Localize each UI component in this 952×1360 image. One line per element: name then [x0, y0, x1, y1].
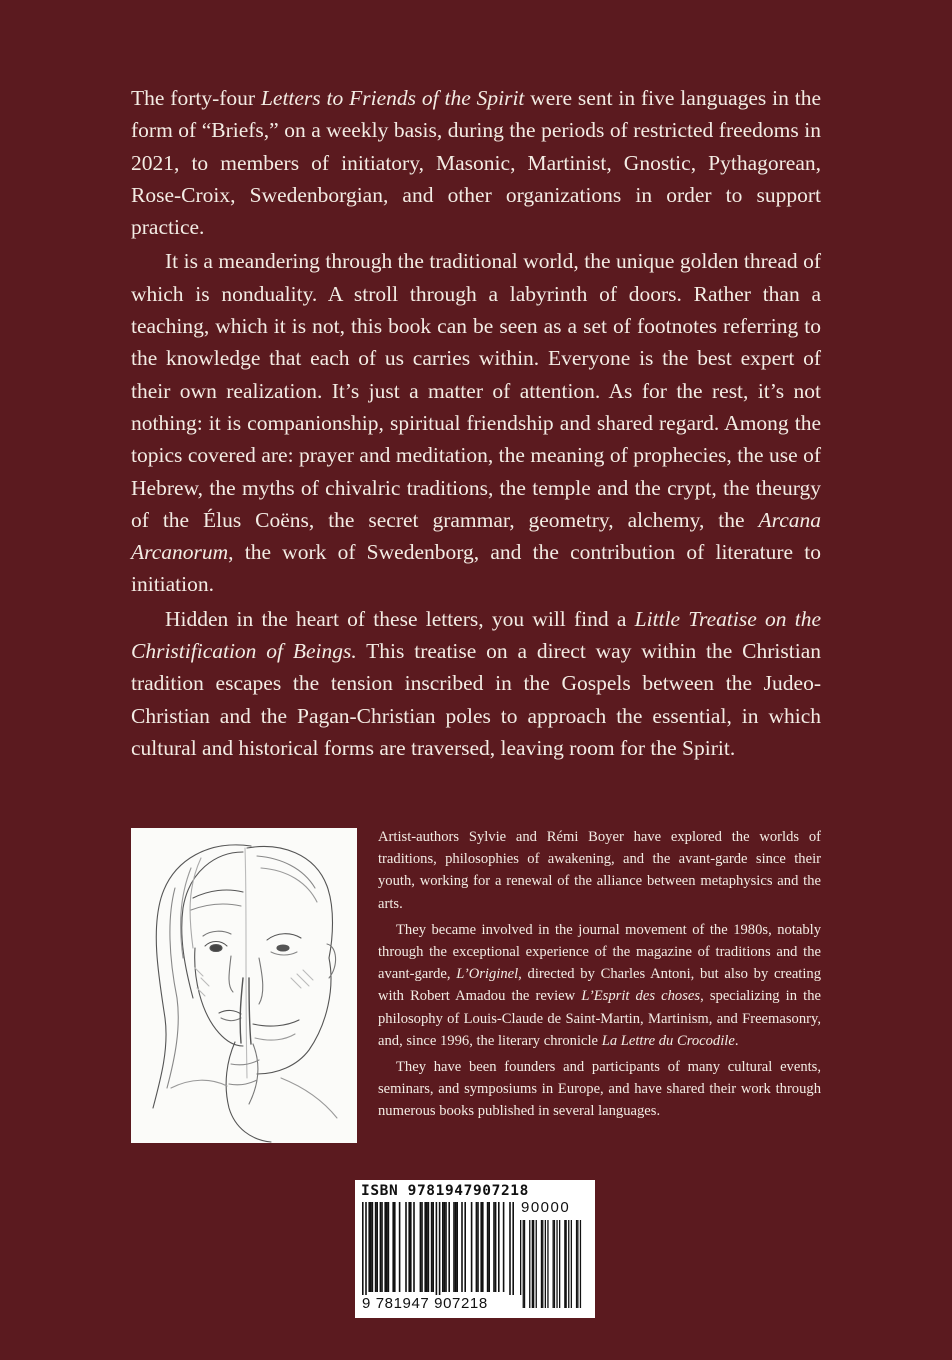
barcode-bar — [553, 1220, 554, 1308]
bio-paragraph-3: They have been founders and participants of many cultural events, seminars, and symposiums in Europe, and have shared their work through numerous books published in several languages. — [378, 1059, 821, 1120]
barcode-bar — [424, 1202, 426, 1292]
barcode-bar — [394, 1202, 396, 1292]
barcode-bar — [453, 1202, 455, 1292]
barcode-bar — [432, 1202, 434, 1292]
barcode-bar — [370, 1202, 372, 1292]
barcode-bar — [559, 1220, 560, 1308]
barcode-bar — [556, 1220, 557, 1308]
barcode-bar — [410, 1202, 412, 1292]
barcode-bar — [420, 1202, 422, 1292]
barcode-bar — [493, 1202, 495, 1292]
barcode-bar — [524, 1220, 525, 1308]
barcode-bar — [408, 1202, 410, 1292]
barcode-bar — [442, 1202, 444, 1292]
authors-bio — [378, 826, 821, 1123]
review-title: L’Esprit des choses — [581, 988, 701, 1005]
barcode-bar — [456, 1202, 458, 1292]
barcode-bar — [455, 1202, 457, 1292]
barcode-bar — [580, 1220, 581, 1308]
addon-barcode-bars — [520, 1220, 586, 1310]
blurb-paragraph-1: The forty-four Letters to Friends of the Spirit were sent in five languages in the form of “Briefs,” on a weekly basis, during the periods of restricted freedoms in 2021, to members of initiatory, Masonic, Martinist, Gnostic, Pythagorean, Rose-Croix, Swedenborgian, and other organizations in order to support practice. — [131, 86, 822, 240]
ean-barcode-bars — [362, 1202, 518, 1302]
barcode-bar — [380, 1202, 382, 1292]
barcode-bar — [576, 1220, 577, 1308]
barcode-bar — [439, 1202, 441, 1302]
barcode-bar — [512, 1202, 514, 1302]
treatise-title: Little Treatise on the Christification of Beings. — [131, 606, 821, 664]
barcode-bar — [428, 1202, 430, 1292]
barcode-bar — [445, 1202, 447, 1292]
barcode-bar — [529, 1220, 530, 1308]
barcode-bar — [545, 1220, 546, 1308]
barcode-bar — [386, 1202, 388, 1292]
barcode-bar — [476, 1202, 478, 1292]
barcode-bar — [554, 1220, 555, 1308]
barcode-bar — [375, 1202, 377, 1292]
barcode-bar — [399, 1202, 401, 1292]
barcode-bar — [564, 1220, 565, 1308]
barcode-bar — [532, 1220, 533, 1308]
barcode-bar — [482, 1202, 484, 1292]
barcode-bar — [547, 1220, 548, 1308]
barcode-bar — [542, 1220, 543, 1308]
isbn-barcode — [355, 1180, 595, 1318]
barcode-bar — [461, 1202, 463, 1292]
barcode-bar — [568, 1220, 569, 1308]
barcode-bar — [495, 1202, 497, 1292]
barcode-bar — [523, 1220, 524, 1308]
barcode-bar — [571, 1220, 572, 1308]
price-addon-digits: 90000 — [521, 1199, 571, 1216]
barcode-bar — [405, 1202, 407, 1292]
portrait-sketch — [131, 828, 357, 1143]
barcode-bar — [480, 1202, 482, 1292]
arcana-title: Arcana Arcanorum — [131, 507, 821, 565]
barcode-bar — [388, 1202, 390, 1292]
blurb-paragraph-3: Hidden in the heart of these letters, you will find a Little Treatise on the Christification of Beings. This treatise on a direct way within the Christian tradition escapes the tension inscribed in the Gospels between the Judeo-Christian and the Pagan-Christian poles to approach the essential, in which cultural and historical forms are traversed, leaving room for the Spirit. — [131, 606, 821, 760]
barcode-bar — [362, 1202, 364, 1302]
book-title: Letters to Friends of the Spirit — [260, 86, 525, 110]
barcode-bar — [541, 1220, 542, 1308]
barcode-bar — [503, 1202, 505, 1292]
barcode-bar — [421, 1202, 423, 1292]
authors-portrait — [131, 828, 357, 1143]
barcode-bar — [487, 1202, 489, 1292]
barcode-bar — [509, 1202, 511, 1302]
barcode-bar — [464, 1202, 466, 1292]
blurb-paragraph-2: It is a meandering through the traditional world, the unique golden thread of which is nonduality. A stroll through a labyrinth of doors. Rather than a teaching, which it is not, this book can be seen as a set of footnotes referring to the knowledge that each of us carries within. Everyone is the best expert of their own realization. It’s just a matter of attention. As for the rest, it’s not nothing: it is companionship, spiritual friendship and shared regard. Among the topics covered are: prayer and meditation, the meaning of prophecies, the use of Hebrew, the myths of chivalric traditions, the temple and the crypt, the theurgy of the Élus Coëns, the secret grammar, geometry, alchemy, the Arcana Arcanorum, the work of Swedenborg, and the contribution of literature to initiation. — [131, 249, 821, 597]
barcode-bar — [392, 1202, 394, 1292]
barcode-bar — [448, 1202, 450, 1292]
barcode-bar — [471, 1202, 473, 1292]
barcode-bar — [444, 1202, 446, 1292]
barcode-bar — [488, 1202, 490, 1292]
bio-paragraph-1: Artist-authors Sylvie and Rémi Boyer have explored the worlds of traditions, philosophies of awakening, and the avant-garde since their youth, working for a renewal of the alliance between metaphysics and the arts. — [378, 829, 821, 912]
barcode-bar — [426, 1202, 428, 1292]
barcode-bar — [384, 1202, 386, 1292]
barcode-bar — [566, 1220, 567, 1308]
barcode-bar — [376, 1202, 378, 1292]
ean-digits: 9 781947 907218 — [362, 1295, 522, 1312]
bio-paragraph-2: They became involved in the journal movement of the 1980s, notably through the exceptional experience of the magazine of traditions and the avant-garde, L’Originel, directed by Charles Antoni, but also by creating with Robert Amadou the review L’Esprit des choses, specializing in the philosophy of Louis-Claude de Saint-Martin, Martinism, and Freemasonry, and, since 1996, the literary chronicle La Lettre du Crocodile. — [378, 921, 821, 1049]
barcode-bar — [372, 1202, 374, 1292]
barcode-bar — [477, 1202, 479, 1292]
back-cover-blurb — [131, 82, 821, 764]
chronicle-title: La Lettre du Crocodile — [601, 1032, 735, 1049]
barcode-bar — [536, 1220, 537, 1308]
barcode-bar — [381, 1202, 383, 1292]
isbn-label: ISBN 9781947907218 — [361, 1183, 529, 1199]
barcode-bar — [368, 1202, 370, 1292]
barcode-bar — [436, 1202, 438, 1302]
magazine-title: L’Originel — [456, 966, 519, 983]
barcode-bar — [498, 1202, 500, 1292]
barcode-bar — [577, 1220, 578, 1308]
barcode-bar — [533, 1220, 534, 1308]
barcode-bar — [413, 1202, 415, 1292]
barcode-bar — [431, 1202, 433, 1292]
barcode-bar — [365, 1202, 367, 1302]
